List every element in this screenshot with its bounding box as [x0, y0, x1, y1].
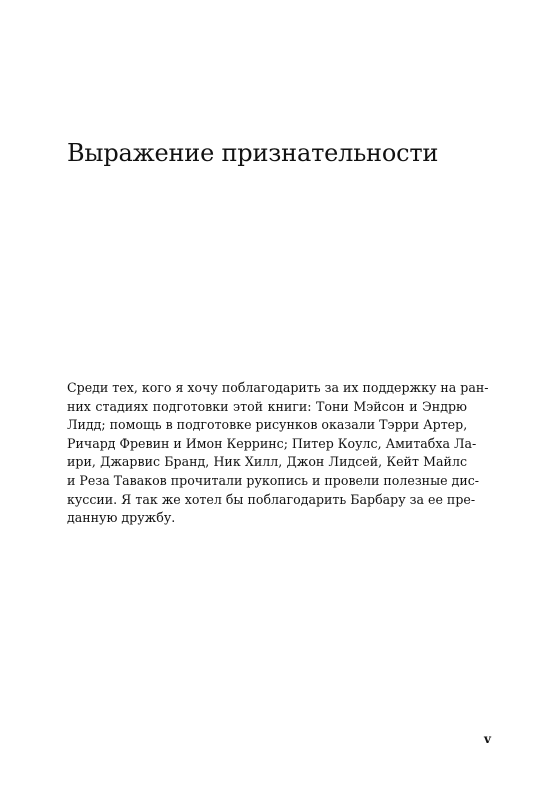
- page-number: v: [484, 732, 491, 746]
- paragraph-line: Ричард Фревин и Имон Керринс; Питер Коулс, Амитабха Ла-: [67, 435, 477, 451]
- paragraph-line: Лидд; помощь в подготовке рисунков оказали Тэрри Артер,: [67, 417, 468, 433]
- page-title: Выражение признательности: [67, 139, 439, 167]
- paragraph-line: данную дружбу.: [67, 510, 176, 526]
- acknowledgements-paragraph: [67, 379, 489, 528]
- paragraph-line: них стадиях подготовки этой книги: Тони Мэйсон и Эндрю: [67, 398, 467, 414]
- paragraph-line: Среди тех, кого я хочу поблагодарить за их поддержку на ран-: [67, 380, 489, 395]
- paragraph-line: куссии. Я так же хотел бы поблагодарить Барбару за ее пре-: [67, 491, 476, 507]
- paragraph-line: ири, Джарвис Бранд, Ник Хилл, Джон Лидсей, Кейт Майлс: [67, 454, 467, 470]
- paragraph-line: и Реза Таваков прочитали рукопись и провели полезные дис-: [67, 472, 480, 488]
